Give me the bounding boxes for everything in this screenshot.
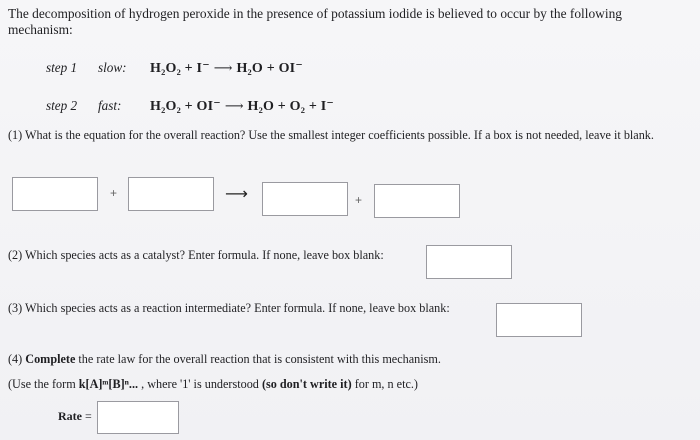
step-speed: fast: [98, 98, 122, 113]
step-label: step 1 [46, 60, 78, 75]
rate-equals: = [85, 409, 92, 423]
question-4-bold: Complete [25, 352, 76, 366]
plus-sign: + [110, 186, 118, 200]
hint-mid: , where '1' is understood [138, 377, 262, 391]
question-4-prefix: (4) [8, 352, 26, 366]
rate-law-input[interactable] [97, 401, 179, 434]
question-3-text: (3) Which species acts as a reaction intermediate? Enter formula. If none, leave box blank: [8, 301, 450, 315]
reactant-2-input[interactable] [128, 177, 214, 211]
reaction-arrow-icon: ⟶ [224, 98, 244, 113]
mechanism-step-1 [46, 60, 303, 77]
catalyst-input[interactable] [426, 245, 512, 279]
step-products: H₂O + OI⁻ [236, 61, 303, 76]
hint-form: k[A]ᵐ[B]ⁿ... [78, 377, 139, 391]
mechanism-step-2 [46, 98, 334, 115]
step-products: H₂O + O₂ + I⁻ [247, 99, 334, 114]
question-2-text: (2) Which species acts as a catalyst? Enter formula. If none, leave box blank: [8, 248, 384, 262]
hint-pre: (Use the form [8, 377, 79, 391]
reaction-arrow-icon: ⟶ [225, 184, 248, 203]
plus-sign: + [355, 193, 363, 207]
hint-bold: (so don't write it) [261, 377, 352, 391]
intermediate-input[interactable] [496, 303, 582, 337]
question-4-hint [8, 377, 418, 391]
hint-post: for m, n etc.) [351, 377, 418, 391]
rate-label [58, 409, 92, 424]
step-reactants: H₂O₂ + I⁻ [150, 61, 210, 76]
product-2-input[interactable] [374, 184, 460, 218]
step-label: step 2 [46, 98, 78, 113]
reaction-arrow-icon: ⟶ [213, 60, 233, 75]
question-4-text [8, 352, 441, 366]
rate-label-text: Rate [58, 409, 82, 423]
step-reactants: H₂O₂ + OI⁻ [150, 99, 221, 114]
question-4-body: the rate law for the overall reaction that is consistent with this mechanism. [75, 352, 441, 366]
step-speed: slow: [98, 60, 127, 75]
question-1-text: (1) What is the equation for the overall reaction? Use the smallest integer coefficients possible. If a box is not needed, leave it blank. [8, 128, 654, 142]
intro-text: The decomposition of hydrogen peroxide in the presence of potassium iodide is believed to occur by the following mechanism: [8, 6, 622, 37]
reactant-1-input[interactable] [12, 177, 98, 211]
product-1-input[interactable] [262, 182, 348, 216]
